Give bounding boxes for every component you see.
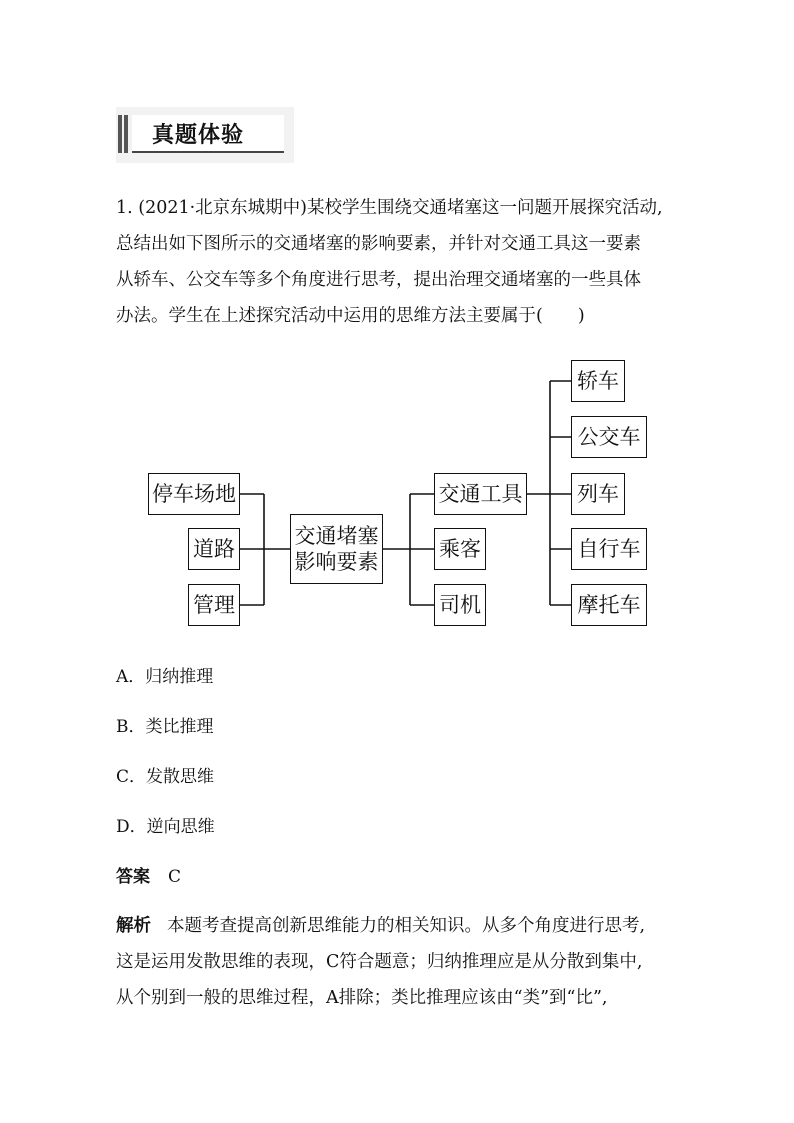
question-line: 1. (2021·北京东城期中)某校学生围绕交通堵塞这一问题开展探究活动, [116, 198, 663, 218]
question-line: 从轿车、公交车等多个角度进行思考，提出治理交通堵塞的一些具体 [116, 270, 641, 290]
node-management: 管理 [188, 584, 240, 626]
option-b: B．类比推理 [116, 717, 214, 737]
answer-value: C [168, 867, 182, 887]
option-c: C．发散思维 [116, 767, 215, 787]
explanation-line: 这是运用发散思维的表现，C符合题意；归纳推理应是从分散到集中, [116, 952, 643, 972]
node-parking: 停车场地 [148, 473, 240, 515]
option-a: A．归纳推理 [116, 667, 214, 687]
option-d: D．逆向思维 [116, 817, 215, 837]
node-car: 轿车 [571, 360, 625, 402]
node-vehicles: 交通工具 [434, 473, 527, 515]
explanation-line: 从个别到一般的思维过程，A排除；类比推理应该由“类”到“比”, [116, 988, 608, 1008]
node-road: 道路 [188, 528, 240, 570]
node-center: 交通堵塞 影响要素 [290, 514, 383, 584]
node-bicycle: 自行车 [571, 528, 647, 570]
node-train: 列车 [571, 473, 625, 515]
answer-line [116, 862, 181, 887]
answer-label: 答案 [116, 867, 150, 887]
node-bus: 公交车 [571, 416, 647, 458]
question-line: 总结出如下图所示的交通堵塞的影响要素，并针对交通工具这一要素 [116, 234, 641, 254]
question-line: 办法。学生在上述探究活动中运用的思维方法主要属于( ) [116, 306, 585, 326]
explanation-text: 本题考查提高创新思维能力的相关知识。从多个角度进行思考, [167, 916, 646, 936]
explanation-line [116, 912, 645, 937]
node-passengers: 乘客 [434, 528, 486, 570]
explanation-label: 解析 [116, 916, 151, 936]
node-motorcycle: 摩托车 [571, 584, 647, 626]
section-title: 真题体验 [152, 123, 245, 148]
node-drivers: 司机 [434, 584, 486, 626]
